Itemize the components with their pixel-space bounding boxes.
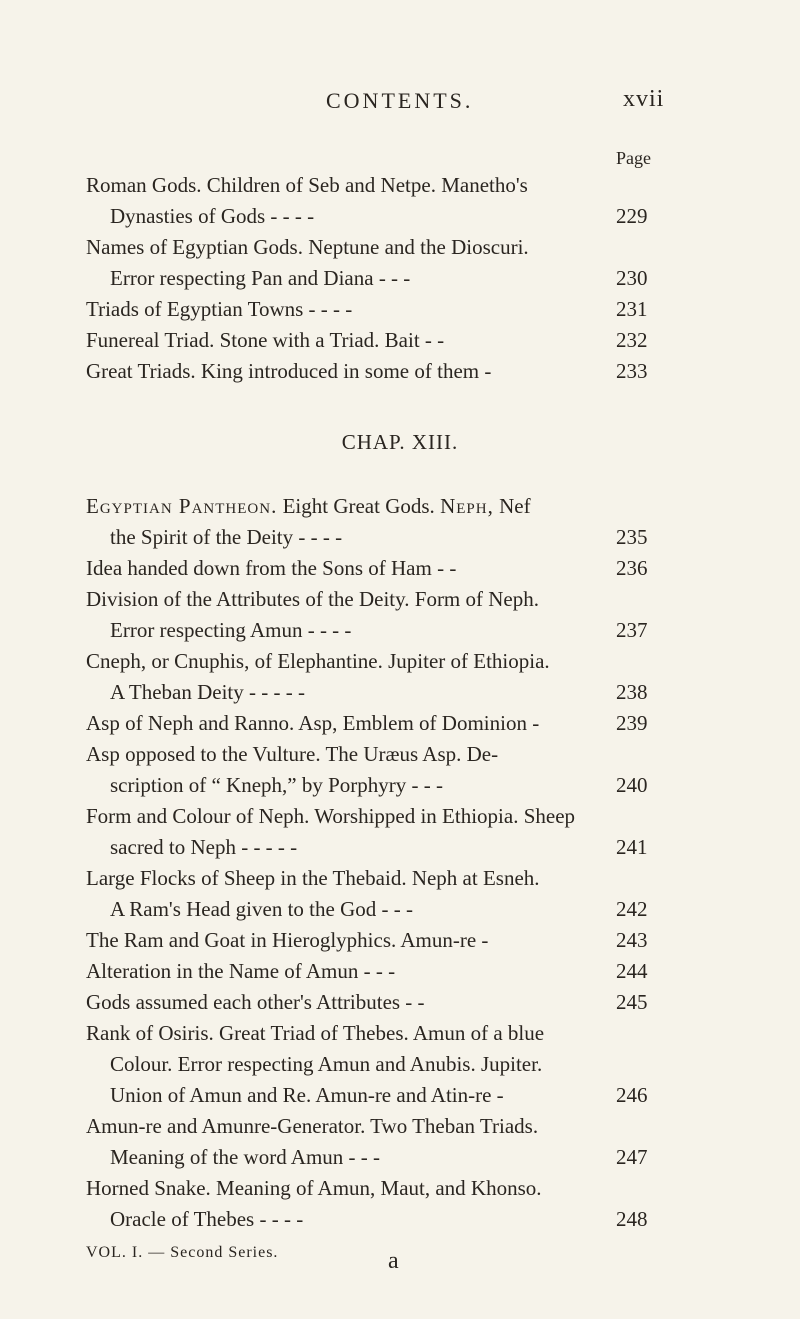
toc-line (0, 770, 800, 800)
toc-page-number: 239 (616, 711, 648, 735)
toc-line (0, 987, 800, 1017)
toc-entry-text: Asp of Neph and Ranno. Asp, Emblem of Dominion - (86, 711, 540, 735)
toc-page-number: 245 (616, 990, 648, 1014)
toc-entry-text: Large Flocks of Sheep in the Thebaid. Neph at Esneh. (86, 866, 540, 890)
toc-entry-text: Idea handed down from the Sons of Ham - - (86, 556, 457, 580)
running-title: CONTENTS. (326, 88, 474, 113)
toc-line (0, 615, 800, 645)
toc-entry-text: Horned Snake. Meaning of Amun, Maut, and Khonso. (86, 1176, 542, 1200)
toc-entry-text: A Theban Deity - - - - - (110, 680, 305, 704)
toc-entry-text: Alteration in the Name of Amun - - - (86, 959, 396, 983)
toc-line (0, 708, 800, 738)
toc-line (0, 232, 800, 262)
toc-entry-text: the Spirit of the Deity - - - - (110, 525, 343, 549)
toc-line (0, 894, 800, 924)
toc-page-number: 229 (616, 204, 648, 228)
toc-line (0, 584, 800, 614)
toc-entry-text: Funereal Triad. Stone with a Triad. Bait - - (86, 328, 445, 352)
toc-entry-text: Error respecting Pan and Diana - - - (110, 266, 411, 290)
toc-line (0, 1173, 800, 1203)
toc-line (0, 1111, 800, 1141)
toc-entry-text: A Ram's Head given to the God - - - (110, 897, 413, 921)
toc-line (0, 925, 800, 955)
toc-entry-text: sacred to Neph - - - - - (110, 835, 298, 859)
toc-line (0, 356, 800, 386)
toc-entry-text: Division of the Attributes of the Deity. Form of Neph. (86, 587, 539, 611)
toc-entry-text: Triads of Egyptian Towns - - - - (86, 297, 353, 321)
toc-entry-text (86, 491, 531, 521)
toc-line (0, 1204, 800, 1234)
page-column-label: Page (616, 148, 651, 168)
toc-page-number: 237 (616, 618, 648, 642)
toc-line (0, 263, 800, 293)
toc-line (0, 646, 800, 676)
page-folio: xvii (623, 86, 665, 112)
toc-line (0, 1142, 800, 1172)
toc-page-number: 244 (616, 959, 648, 983)
toc-line (0, 1080, 800, 1110)
toc-line (0, 522, 800, 552)
toc-page-number: 238 (616, 680, 648, 704)
toc-page-number: 242 (616, 897, 648, 921)
toc-entry-text: Meaning of the word Amun - - - (110, 1145, 381, 1169)
entry-text-segment: Nef (493, 494, 531, 518)
toc-line (0, 491, 800, 521)
toc-page-number: 233 (616, 359, 648, 383)
toc-line (0, 832, 800, 862)
toc-page-number: 246 (616, 1083, 648, 1107)
toc-entry-text: Rank of Osiris. Great Triad of Thebes. Amun of a blue (86, 1021, 545, 1045)
toc-entry-text: Great Triads. King introduced in some of them - (86, 359, 492, 383)
toc-page-number: 232 (616, 328, 648, 352)
toc-entry-text: Names of Egyptian Gods. Neptune and the Dioscuri. (86, 235, 529, 259)
toc-page-number: 247 (616, 1145, 648, 1169)
toc-page-number: 230 (616, 266, 648, 290)
toc-line (0, 553, 800, 583)
toc-page-number: 231 (616, 297, 648, 321)
toc-entry-text: Roman Gods. Children of Seb and Netpe. Manetho's (86, 173, 528, 197)
toc-entry-text: scription of “ Kneph,” by Porphyry - - - (110, 773, 444, 797)
toc-entry-text: Dynasties of Gods - - - - (110, 204, 315, 228)
toc-line (0, 1018, 800, 1048)
toc-line (0, 863, 800, 893)
toc-entry-text: Colour. Error respecting Amun and Anubis. Jupiter. (110, 1052, 543, 1076)
signature-mark: a (388, 1248, 399, 1274)
toc-entry-text: Oracle of Thebes - - - - (110, 1207, 304, 1231)
toc-line (0, 739, 800, 769)
entry-text-segment: Eight Great Gods. (277, 494, 441, 518)
toc-page-number: 243 (616, 928, 648, 952)
toc-line (0, 1049, 800, 1079)
deity-name-smallcaps: Neph, (440, 494, 494, 518)
toc-line (0, 325, 800, 355)
page-footer (0, 1244, 800, 1284)
toc-line (0, 956, 800, 986)
toc-line (0, 677, 800, 707)
toc-entry-text: Union of Amun and Re. Amun-re and Atin-re - (110, 1083, 504, 1107)
volume-signature: VOL. I. — Second Series. (86, 1244, 279, 1261)
toc-page-number: 236 (616, 556, 648, 580)
toc-page-number: 235 (616, 525, 648, 549)
toc-line (0, 170, 800, 200)
toc-line (0, 294, 800, 324)
toc-line (0, 801, 800, 831)
toc-entry-text: Gods assumed each other's Attributes - - (86, 990, 425, 1014)
toc-entry-text: Form and Colour of Neph. Worshipped in Ethiopia. Sheep (86, 804, 576, 828)
toc-entry-text: The Ram and Goat in Hieroglyphics. Amun-re - (86, 928, 489, 952)
toc-page-number: 248 (616, 1207, 648, 1231)
chapter-heading: CHAP. XIII. (341, 430, 459, 454)
section-title-smallcaps: Egyptian Pantheon. (86, 494, 278, 518)
toc-line (0, 201, 800, 231)
toc-entry-text: Amun-re and Amunre-Generator. Two Theban Triads. (86, 1114, 539, 1138)
toc-entry-text: Error respecting Amun - - - - (110, 618, 352, 642)
toc-page-number: 241 (616, 835, 648, 859)
toc-entry-text: Cneph, or Cnuphis, of Elephantine. Jupiter of Ethiopia. (86, 649, 550, 673)
toc-entry-text: Asp opposed to the Vulture. The Uræus Asp. De- (86, 742, 499, 766)
toc-page-number: 240 (616, 773, 648, 797)
running-header (0, 88, 800, 122)
